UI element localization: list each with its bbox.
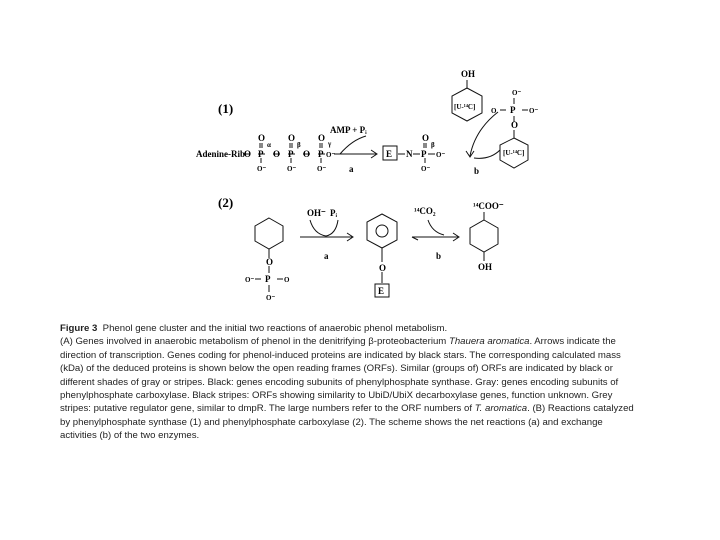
atp-p-gamma: P — [318, 149, 324, 159]
pp2-o-bridge: O — [266, 257, 274, 267]
caption-line-1 — [60, 335, 700, 348]
adenine-rib-label: Adenine-Rib — [196, 149, 246, 159]
species-name: Thauera aromatica — [448, 336, 530, 348]
pp2-o-minus-left: O⁻ — [245, 276, 255, 284]
enzyme-e-1: E — [386, 149, 393, 159]
intermediate-o: O — [379, 263, 387, 273]
enp-p: P — [421, 149, 427, 159]
enzyme-e-2: E — [378, 286, 385, 296]
amp-pi-label: AMP + Pᵢ — [330, 125, 367, 135]
figure-label: Figure 3 — [60, 323, 98, 334]
pp1-p: P — [510, 105, 516, 115]
enp-o-minus-2: O⁻ — [436, 151, 446, 159]
caption-line-6b: . (B) Reactions catalyzed — [527, 403, 634, 415]
arrow-a-part1 — [334, 136, 377, 158]
step-b-1: b — [474, 166, 480, 176]
caption-line-8: activities (b) of the two enzymes. — [60, 430, 200, 442]
species-abbrev: T. aromatica — [474, 403, 528, 415]
atp-p-beta: P — [288, 149, 294, 159]
atp-o-2: O — [273, 149, 281, 159]
pp1-o-left: O — [491, 107, 497, 115]
caption-line-7: by phenylphosphate synthase (1) and phenylphosphate carboxylase (2). The scheme shows the net reactions (a) and exchange — [60, 416, 603, 428]
atp-gamma: γ — [328, 140, 332, 148]
enp-bonds — [398, 143, 435, 163]
part-2-label: (2) — [218, 195, 234, 210]
caption-title-line — [60, 322, 700, 335]
caption-line-6a: stripes: putative regulator gene, similar to dmpR. The large numbers refer to the ORF numbers of — [60, 403, 473, 415]
arrow-a-part2 — [300, 220, 353, 241]
caption-line-6 — [60, 402, 700, 415]
caption-line-1-text: (A) Genes involved in anaerobic metabolism of phenol in the denitrifying β-proteobacterium — [60, 336, 447, 348]
caption-line-2: direction of transcription. Genes coding for phenol-induced proteins are indicated by black stars. The corresponding calculated mass — [60, 349, 621, 361]
pp1-o-minus-right: O⁻ — [529, 107, 539, 115]
figure-caption — [60, 322, 700, 443]
phenol-ring-1 — [452, 80, 482, 121]
atp-o-top-2: O — [288, 133, 296, 143]
pp1-o-minus-top: O⁻ — [512, 89, 522, 97]
step-b-2: b — [436, 251, 442, 261]
pp2-o-right: O — [284, 276, 290, 284]
enp-n: N — [406, 149, 413, 159]
enp-beta: β — [431, 141, 435, 149]
atp-o-minus-end: O⁻ — [326, 151, 336, 159]
caption-line-4: different shades of gray or stripes. Black: genes encoding subunits of phenylphosphate synthase. Gray: genes encoding subunits of — [60, 376, 619, 388]
pp2-p: P — [265, 274, 271, 284]
caption-line-5: phenylphosphate carboxylase. Black stripes: ORFs showing similarity to UbiD/UbiX decarboxylase genes, function unknown. Grey — [60, 390, 613, 402]
atp-o-top-1: O — [258, 133, 266, 143]
atp-o-minus-3: O⁻ — [317, 165, 327, 173]
phenol-oh-1: OH — [461, 69, 476, 79]
enp-o-top: O — [422, 133, 430, 143]
phenol-u14c-1: [U-¹⁴C] — [454, 103, 476, 111]
arrow-b-part2 — [412, 220, 459, 241]
atp-o-minus-2: O⁻ — [287, 165, 297, 173]
atp-alpha: α — [267, 141, 271, 149]
enp-o-minus-1: O⁻ — [421, 165, 431, 173]
co2-label: ¹⁴CO₂ — [414, 206, 436, 216]
atp-o-3: O — [303, 149, 311, 159]
pp2-o-minus-bottom: O⁻ — [266, 294, 276, 302]
atp-beta: β — [297, 141, 301, 149]
pp1-o-bridge: O — [511, 120, 519, 130]
part-1-label: (1) — [218, 101, 234, 116]
step-a-2: a — [324, 251, 329, 261]
oh-minus-label: OH⁻ — [307, 208, 326, 218]
atp-o-top-3: O — [318, 133, 326, 143]
hb-coo: ¹⁴COO⁻ — [473, 201, 504, 211]
caption-line-1-end: . Arrows indicate the — [529, 336, 616, 348]
caption-title: Phenol gene cluster and the initial two reactions of anaerobic phenol metabolism. — [102, 323, 448, 334]
hb-oh: OH — [478, 262, 493, 272]
atp-p-alpha: P — [258, 149, 264, 159]
hydroxybenzoate — [470, 212, 498, 261]
pp1-u14c: [U-¹⁴C] — [503, 149, 525, 157]
pi-label: Pᵢ — [330, 208, 338, 218]
caption-line-3: (kDa) of the deduced proteins is shown below the open reading frames (ORFs). Similar (groups of) ORFs are indicated by black or — [60, 363, 613, 375]
atp-o-minus-1: O⁻ — [257, 165, 267, 173]
step-a-1: a — [349, 164, 354, 174]
atp-o-1: O — [244, 149, 252, 159]
atp-chain — [243, 143, 325, 163]
